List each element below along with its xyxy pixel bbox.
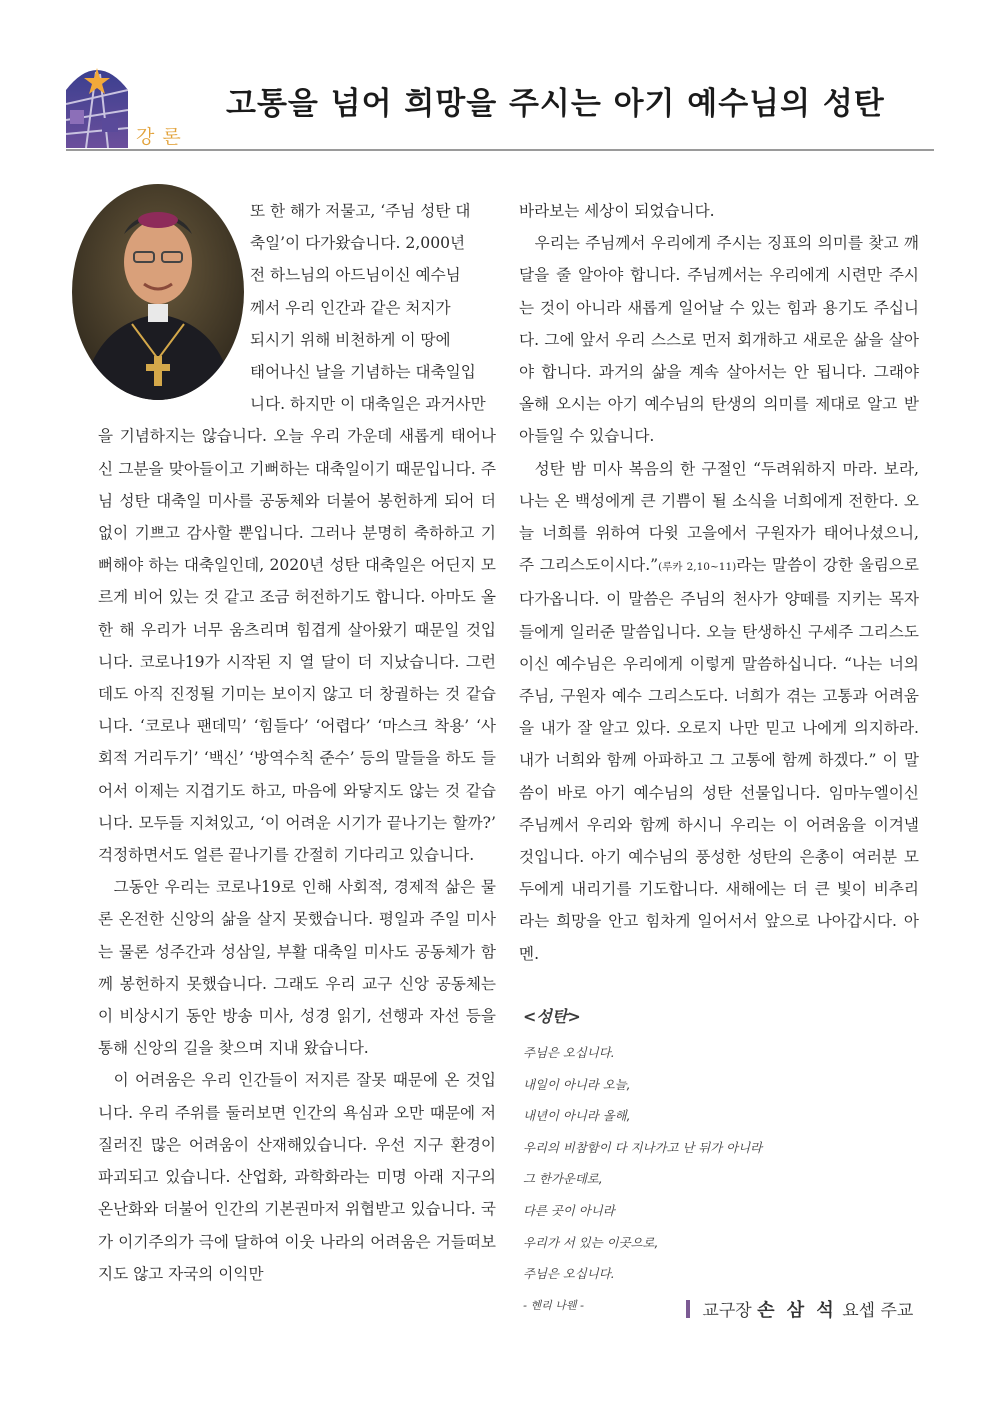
paragraph: 우리는 주님께서 우리에게 주시는 징표의 의미를 찾고 깨달을 줄 알아야 합니다. 주님께서는 우리에게 시련만 주시는 것이 아니라 새롭게 일어날 수 있는 힘과 용기도 주십니다. 그에 앞서 우리 스스로 먼저 회개하고 새로운 삶을 살아야 합니다. 과거의 삶을 계속 살아서는 안 됩니다. 그래야 올해 오시는 아기 예수님의 탄생의 의미를 제대로 알고 받아들일 수 있습니다. bbox=[519, 234, 919, 446]
poem-line: 우리의 비참함이 다 지나가고 난 뒤가 아니라 bbox=[523, 1139, 763, 1155]
article-right-column bbox=[519, 195, 919, 970]
signature-name: 손 삼 석 bbox=[757, 1300, 837, 1321]
paragraph: 그동안 우리는 코로나19로 인해 사회적, 경제적 삶은 물론 온전한 신앙의 삶을 살지 못했습니다. 평일과 주일 미사는 물론 성주간과 성삼일, 부활 대축일 미사도 공동체가 함께 봉헌하지 못했습니다. 그래도 우리 교구 신앙 공동체는 이 비상시기 동안 방송 미사, 성경 읽기, 선행과 자선 등을 통해 신앙의 길을 찾으며 지내 왔습니다. bbox=[98, 878, 496, 1058]
gospel-quote: 성탄 밤 미사 복음의 한 구절인 “두려워하지 마라. 보라, 나는 온 백성에게 큰 기쁨이 될 소식을 너희에게 전한다. 오늘 너희를 위하여 다윗 고을에서 구원자가 태어나셨으니, 주 그리스도이시다.” bbox=[519, 459, 919, 575]
stained-glass-star-icon bbox=[66, 60, 128, 148]
signature-bar bbox=[686, 1300, 690, 1318]
poem-title: <성탄> bbox=[523, 1007, 581, 1026]
paragraph: 이 어려움은 우리 인간들이 저지른 잘못 때문에 온 것입니다. 우리 주위를 둘러보면 인간의 욕심과 오만 때문에 저질러진 많은 어려움이 산재해있습니다. 우선 지구 환경이 파괴되고 있습니다. 산업화, 과학화라는 미명 아래 지구의 온난화와 더불어 인간의 기본권마저 위협받고 있습니다. 국가 이기주의가 극에 달하여 이웃 나라의 어려움은 거들떠보지도 않고 자국의 이익만 bbox=[98, 1071, 496, 1283]
poem-line: 내일이 아니라 오늘, bbox=[523, 1076, 631, 1092]
paragraph: 을 기념하지는 않습니다. 오늘 우리 가운데 새롭게 태어나신 그분을 맞아들이고 기뻐하는 대축일이기 때문입니다. 주님 성탄 대축일 미사를 공동체와 더불어 봉헌하게 되어 더없이 기쁘고 감사할 뿐입니다. 그러나 분명히 축하하고 기뻐해야 하는 대축일인데, 2020년 성탄 대축일은 어딘지 모르게 비어 있는 것 같고 조금 허전하기도 합니다. 아마도 올 한 해 우리가 너무 움츠리며 힘겹게 살아왔기 때문일 것입니다. 코로나19가 시작된 지 열 달이 더 지났습니다. 그런데도 아직 진정될 기미는 보이지 않고 더 창궐하는 것 같습니다. ‘코로나 팬데믹’ ‘힘들다’ ‘어렵다’ ‘마스크 착용’ ‘사회적 거리두기’ ‘백신’ ‘방역수칙 준수’ 등의 말들을 하도 들어서 이제는 지겹기도 하고, 마음에 와닿지도 않는 것 같습니다. 모두들 지쳐있고, ‘이 어려운 시기가 끝나기는 할까?’ 걱정하면서도 얼른 끝나기를 간절히 기다리고 있습니다. bbox=[98, 427, 496, 865]
article-left-column bbox=[98, 195, 496, 1290]
signature-role: 교구장 bbox=[702, 1301, 752, 1321]
author-signature bbox=[686, 1296, 913, 1322]
header-divider bbox=[66, 149, 934, 151]
section-label: 강론 bbox=[136, 126, 189, 148]
poem-line: 주님은 오십니다. bbox=[523, 1266, 615, 1282]
poem-line: 우리가 서 있는 이곳으로, bbox=[523, 1234, 659, 1250]
text-line: 되시기 위해 비천하게 이 땅에 bbox=[250, 330, 451, 349]
article-title: 고통을 넘어 희망을 주시는 아기 예수님의 성탄 bbox=[226, 86, 885, 122]
paragraph bbox=[519, 453, 919, 970]
poem-line: 다른 곳이 아니라 bbox=[523, 1202, 615, 1218]
paragraph-continuation: 라는 말씀이 강한 울림으로 다가옵니다. 이 말씀은 주님의 천사가 양떼를 지키는 목자들에게 일러준 말씀입니다. 오늘 탄생하신 구세주 그리스도이신 예수님은 우리에게 이렇게 말씀하십니다. “나는 너의 주님, 구원자 예수 그리스도다. 너희가 겪는 고통과 어려움을 내가 잘 알고 있다. 오로지 나만 믿고 나에게 의지하라. 내가 너희와 함께 아파하고 그 고통에 함께 하겠다.” 이 말씀이 바로 아기 예수님의 성탄 선물입니다. 임마누엘이신 주님께서 우리와 함께 하시니 우리는 이 어려움을 이겨낼 것입니다. 아기 예수님의 풍성한 성탄의 은총이 여러분 모두에게 내리기를 기도합니다. 새해에는 더 큰 빛이 비추리라는 희망을 안고 힘차게 일어서서 앞으로 나아갑시다. 아멘. bbox=[519, 556, 919, 963]
signature-suffix: 요셉 주교 bbox=[842, 1301, 914, 1321]
text-line: 께서 우리 인간과 같은 처지가 bbox=[250, 298, 451, 317]
text-line: 축일’이 다가왔습니다. 2,000년 bbox=[250, 234, 466, 253]
intro-lines bbox=[98, 195, 496, 420]
text-line: 니다. 하지만 이 대축일은 과거사만 bbox=[250, 395, 486, 414]
paragraph: 바라보는 세상이 되었습니다. bbox=[519, 202, 715, 220]
poem-line: 주님은 오십니다. bbox=[523, 1045, 615, 1060]
article-header bbox=[66, 60, 934, 152]
poem-author: - 헨리 나웬 - bbox=[523, 1298, 584, 1312]
poem-line: 그 한가운데로, bbox=[523, 1171, 603, 1187]
scripture-citation: (루카 2,10~11) bbox=[658, 561, 737, 574]
text-line: 태어나신 날을 기념하는 대축일입 bbox=[250, 363, 476, 382]
poem-line: 내년이 아니라 올해, bbox=[523, 1108, 631, 1124]
text-line: 또 한 해가 저물고, ‘주님 성탄 대 bbox=[250, 202, 471, 220]
poem bbox=[523, 1004, 923, 1321]
text-line: 전 하느님의 아드님이신 예수님 bbox=[250, 266, 461, 285]
